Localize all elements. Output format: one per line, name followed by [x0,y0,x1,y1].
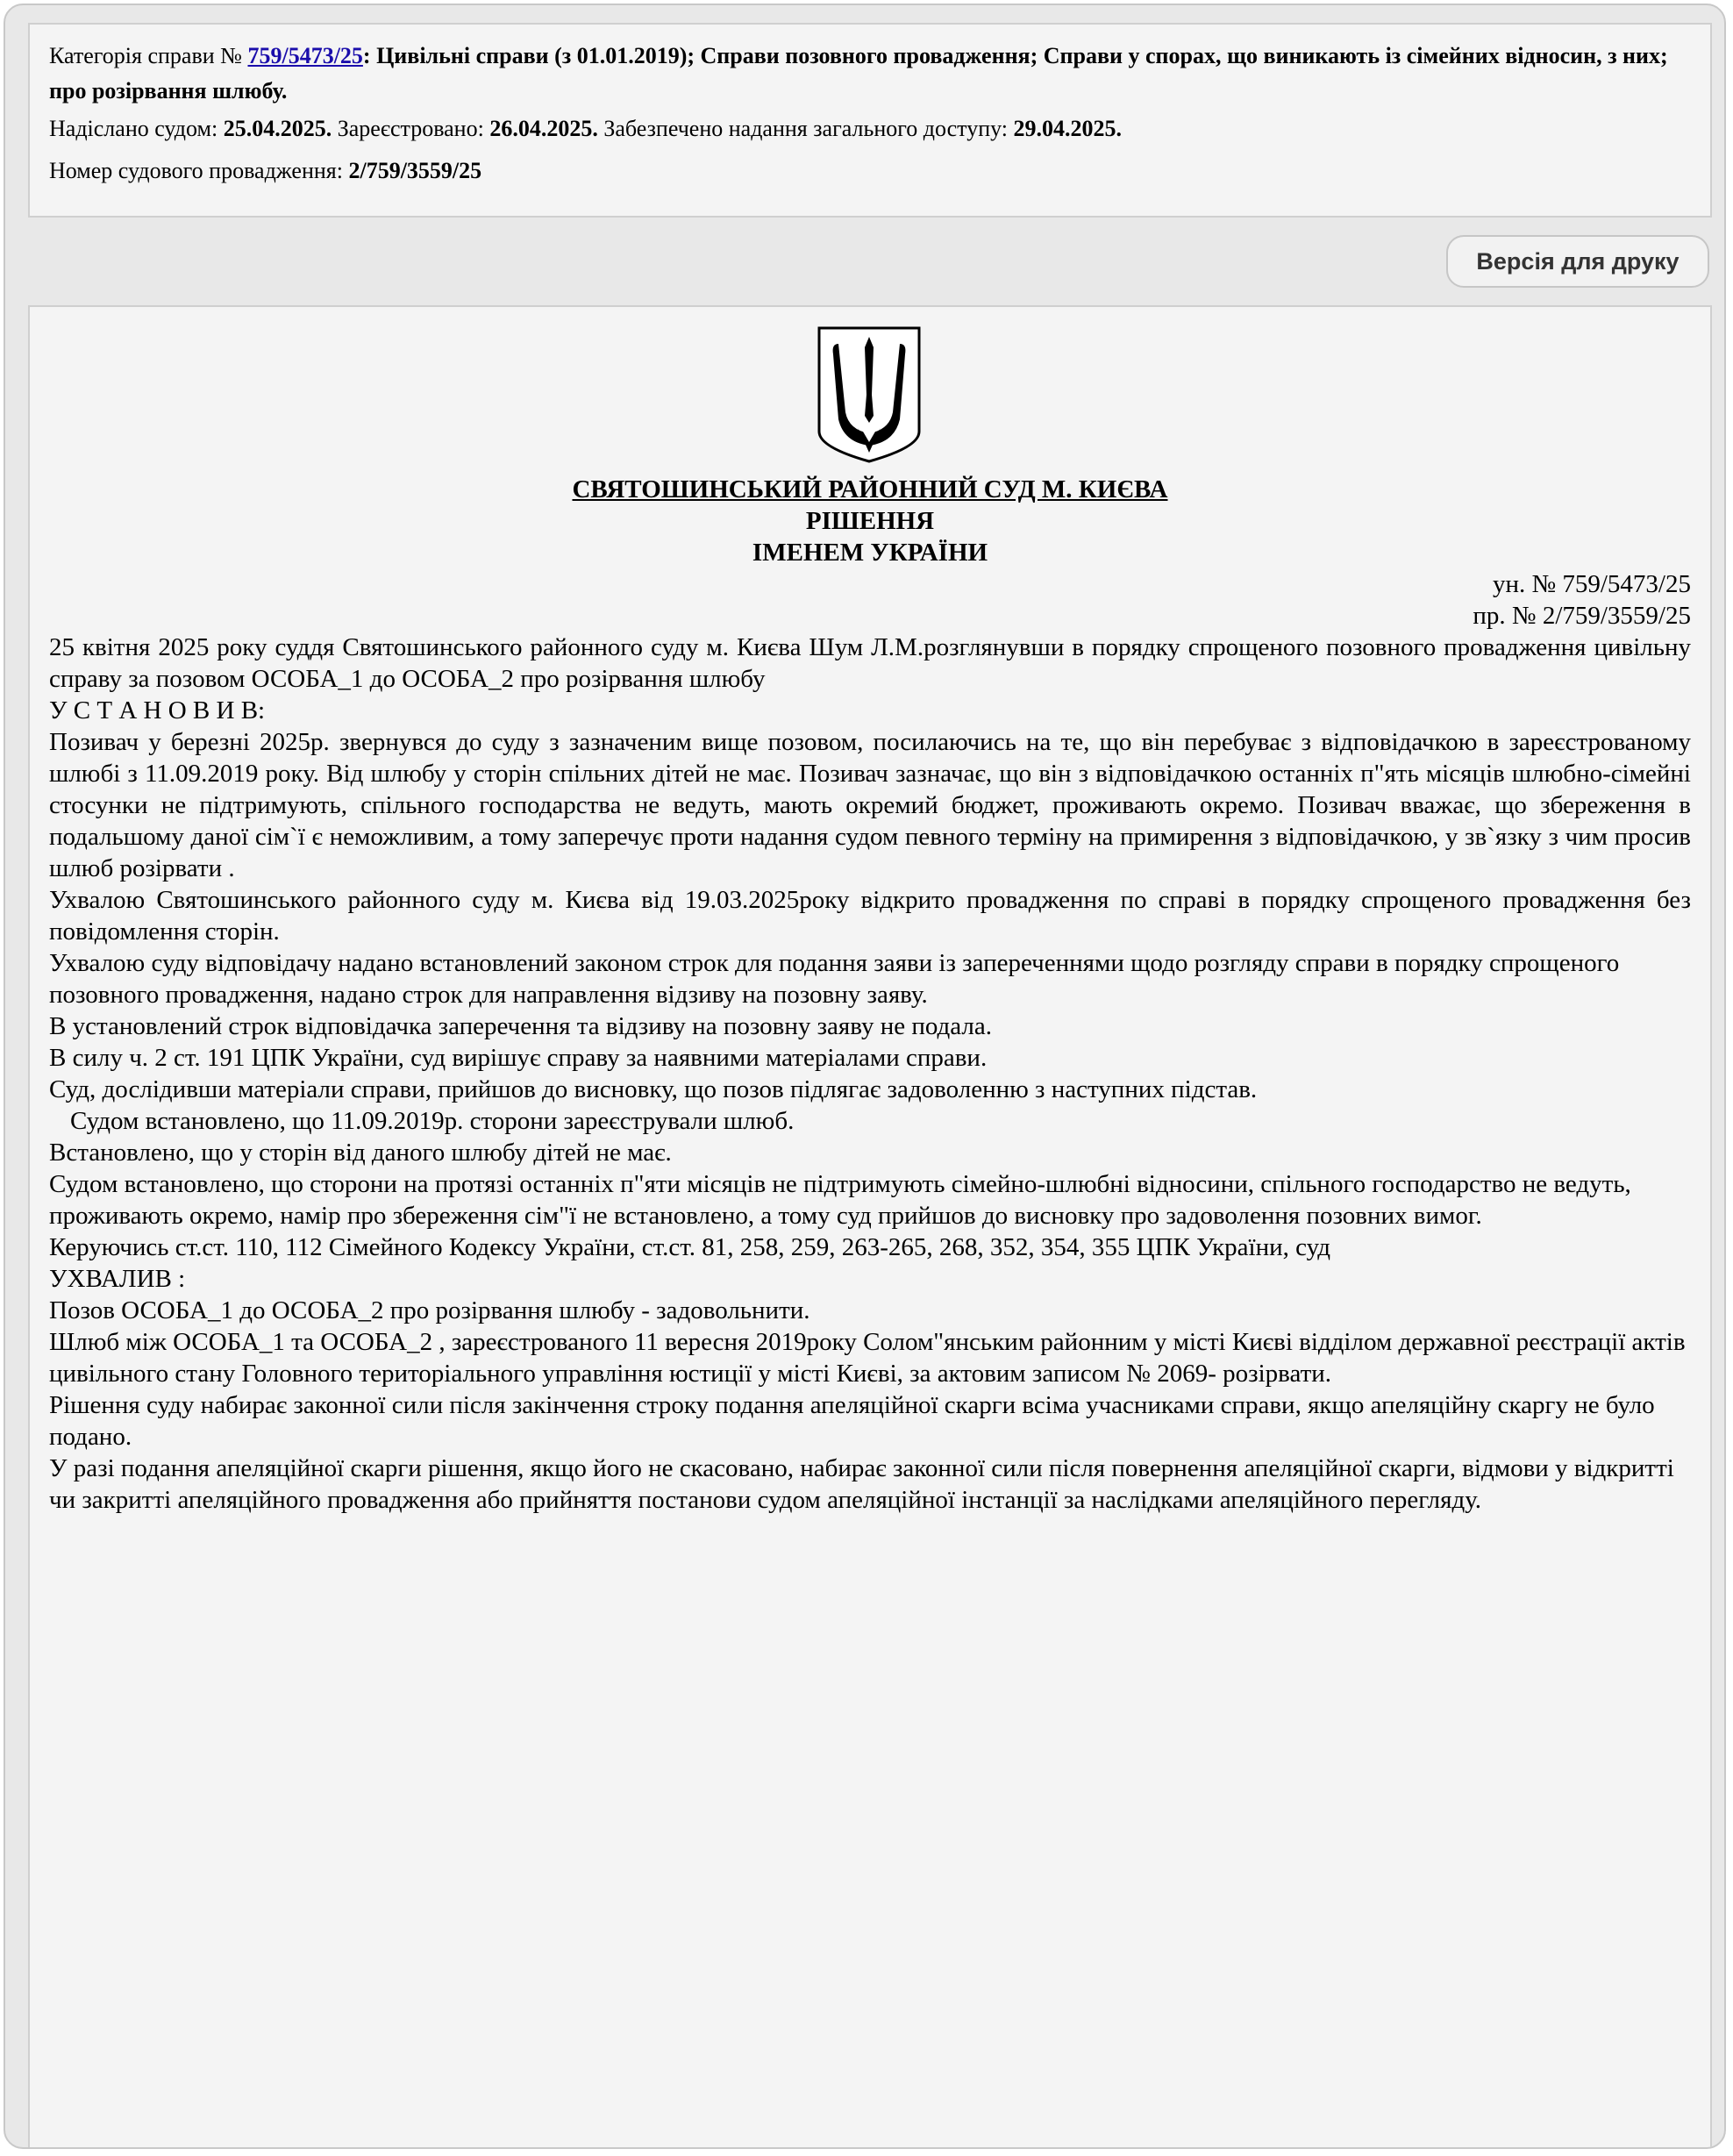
registered-date: 26.04.2025. [489,116,598,141]
case-category-line [49,39,1691,109]
section-heading-established: У С Т А Н О В И В: [49,696,266,725]
paragraph: Судом встановлено, що сторони на протязі останніх п"яти місяців не підтримують сімейно-шлюбні відносини, спільного господарство не ведуть, проживають окремо, намір про збереження сім"ї не встановлено, а тому суд прийшов до висновку про задоволення позовних вимог. [49,1170,1631,1230]
paragraph: Шлюб між ОСОБА_1 та ОСОБА_2 , зареєстрованого 11 вересня 2019року Солом"янським районним у місті Києві відділом державної реєстрації актів цивільного стану Головного територіального управління юстиції у місті Києві, за актовим записом № 2069- розірвати. [49,1328,1686,1388]
case-metadata-panel [28,23,1712,218]
decision-document [28,305,1712,2149]
paragraph: В установлений строк відповідачка заперечення та відзиву на позовну заяву не подала. [49,1012,993,1040]
paragraph: У разі подання апеляційної скарги рішення, якщо його не скасовано, набирає законної сили після повернення апеляційної скарги, відмови у відкритті чи закритті апеляційного провадження або прийняття постанови судом апеляційної інстанції за наслідками апеляційного перегляду. [49,1454,1674,1514]
access-date: 29.04.2025. [1013,116,1122,141]
paragraph: Позивач у березні 2025р. звернувся до суду з зазначеним вище позовом, посилаючись на те, що він перебуває з відповідачкою в зареєстрованому шлюбі з 11.09.2019 року. Від шлюбу у сторін спільних дітей не має. Позивач зазначає, що він з відповідачкою останніх п"ять місяців шлюбно-сімейні стосунки не підтримують, спільного господарства не ведуть, мають окремий бюджет, проживають окремо. Позивач вважає, що збереження в подальшому даної сім`ї є неможливим, а тому заперечує проти надання судом певного терміну на примирення з відповідачкою, у зв`язку з чим просив шлюб розірвати . [49,728,1691,882]
paragraph: Керуючись ст.ст. 110, 112 Сімейного Кодексу України, ст.ст. 81, 258, 259, 263-265, 268, 352, 354, 355 ЦПК України, суд [49,1233,1331,1261]
proceeding-line [49,153,1691,189]
category-text: : Цивільні справи (з 01.01.2019); Справи позовного провадження; Справи у спорах, що виникають із сімейних відносин, з них; про розірвання шлюбу. [49,43,1668,104]
paragraph: Позов ОСОБА_1 до ОСОБА_2 про розірвання шлюбу - задовольнити. [49,1296,810,1324]
paragraph: В силу ч. 2 ст. 191 ЦПК України, суд вирішує справу за наявними матеріалами справи. [49,1044,988,1072]
category-prefix: Категорія справи № [49,43,248,68]
case-number-link[interactable]: 759/5473/25 [247,43,363,68]
document-title: РІШЕННЯ [805,507,935,535]
proceeding-number: 2/759/3559/25 [348,158,482,183]
section-heading-resolved: УХВАЛИВ : [49,1265,186,1293]
registered-label: Зареєстровано: [332,116,490,141]
document-body [49,474,1691,1516]
proceeding-label: Номер судового провадження: [49,158,349,183]
paragraph: Ухвалою суду відповідачу надано встановлений законом строк для подання заяви із запереченнями щодо розгляду справи в порядку спрощеного позовного провадження, надано строк для направлення відзиву на позовну заяву. [49,949,1620,1009]
sent-date: 25.04.2025. [223,116,332,141]
proceeding-ref: пр. № 2/759/3559/25 [1473,602,1691,630]
paragraph: 25 квітня 2025 року суддя Святошинського районного суду м. Києва Шум Л.М.розглянувши в порядку спрощеного позовного провадження цивільну справу за позовом ОСОБА_1 до ОСОБА_2 про розірвання шлюбу [49,633,1691,693]
access-label: Забезпечено надання загального доступу: [597,116,1014,141]
paragraph: Суд, дослідивши матеріали справи, прийшов до висновку, що позов підлягає задоволенню з наступних підстав. [49,1075,1258,1103]
document-subtitle: ІМЕНЕМ УКРАЇНИ [752,539,988,567]
trident-emblem-icon [816,325,923,465]
court-name: СВЯТОШИНСЬКИЙ РАЙОННИЙ СУД М. КИЄВА [572,475,1168,503]
dates-line [49,111,1691,146]
print-version-button[interactable]: Версія для друку [1446,235,1709,288]
paragraph: Встановлено, що у сторін від даного шлюбу дітей не має. [49,1139,672,1167]
page-frame [4,4,1726,2149]
paragraph: Рішення суду набирає законної сили після закінчення строку подання апеляційної скарги всіма учасниками справи, якщо апеляційну скаргу не було подано. [49,1391,1655,1451]
sent-label: Надіслано судом: [49,116,224,141]
paragraph: Ухвалою Святошинського районного суду м. Києва від 19.03.2025року відкрито провадження по справі в порядку спрощеного провадження без повідомлення сторін. [49,886,1691,946]
paragraph: Судом встановлено, що 11.09.2019р. сторони зареєстрували шлюб. [70,1107,795,1135]
unique-number: ун. № 759/5473/25 [1492,570,1691,598]
